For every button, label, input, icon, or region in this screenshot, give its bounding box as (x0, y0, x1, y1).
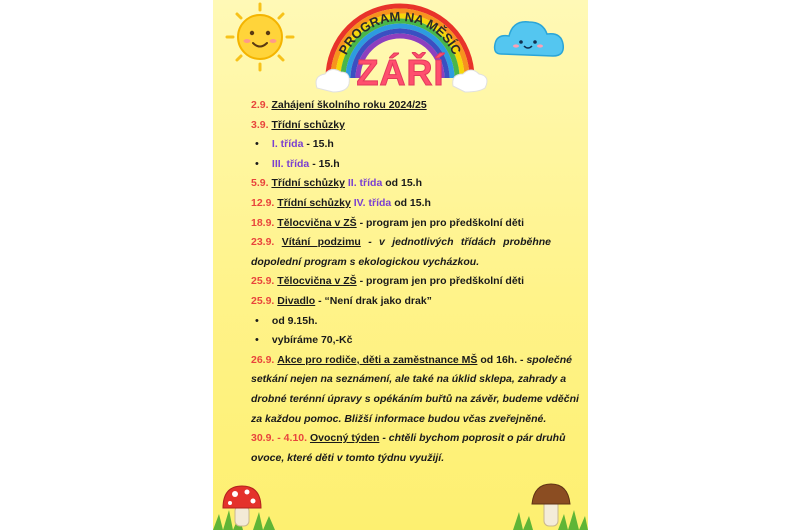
list-item-continued: dopolední program s ekologickou vycházkou. (251, 255, 480, 268)
list-item: 30.9. - 4.10. Ovocný týden - chtěli bychom poprosit o pár druhů (251, 432, 566, 445)
list-item-continued: za každou pomoc. Bližší informace budou včas zveřejněné. (251, 412, 547, 425)
list-item: • I. třída - 15.h (251, 135, 551, 155)
program-title: PROGRAM NA MĚSÍC (335, 8, 465, 57)
list-item: 25.9. Divadlo - “Není drak jako drak” (251, 294, 432, 307)
event-list (251, 96, 579, 468)
list-item: 12.9. Třídní schůzky IV. třída od 15.h (251, 196, 431, 209)
list-item-continued: ovoce, které děti v tomto týdnu využijí. (251, 451, 445, 464)
bullet-icon: • (255, 334, 259, 347)
list-item: • vybíráme 70,-Kč (251, 331, 551, 351)
list-item: 26.9. Akce pro rodiče, děti a zaměstnance MŠ od 16h. - společné (251, 353, 572, 366)
list-item: 23.9. Vítání podzimu - v jednotlivých třídách proběhne (251, 236, 552, 249)
poster (213, 0, 588, 530)
list-item: 5.9. Třídní schůzky II. třída od 15.h (251, 177, 422, 190)
bullet-icon: • (255, 314, 259, 327)
bullet-icon: • (255, 138, 259, 151)
month-title: ZÁŘÍ (356, 52, 445, 93)
list-item: 3.9. Třídní schůzky (251, 118, 345, 131)
svg-text:PROGRAM NA MĚSÍC (336, 9, 465, 58)
bullet-icon: • (255, 157, 259, 170)
list-item-continued: setkání nejen na seznámení, ale také na úklid sklepa, zahrady a (251, 373, 567, 386)
list-item: • III. třída - 15.h (251, 155, 551, 175)
list-item: • od 9.15h. (251, 312, 551, 332)
list-item: 2.9. Zahájení školního roku 2024/25 (251, 99, 427, 111)
grass-icon (213, 510, 588, 530)
list-item-continued: drobné terénní úpravy s opékáním buřtů na závěr, budeme vděčni (251, 392, 579, 405)
list-item: 25.9. Tělocvična v ZŠ - program jen pro předškolní děti (251, 275, 525, 288)
bottom-art (213, 480, 588, 530)
list-item: 18.9. Tělocvična v ZŠ - program jen pro předškolní děti (251, 216, 525, 229)
